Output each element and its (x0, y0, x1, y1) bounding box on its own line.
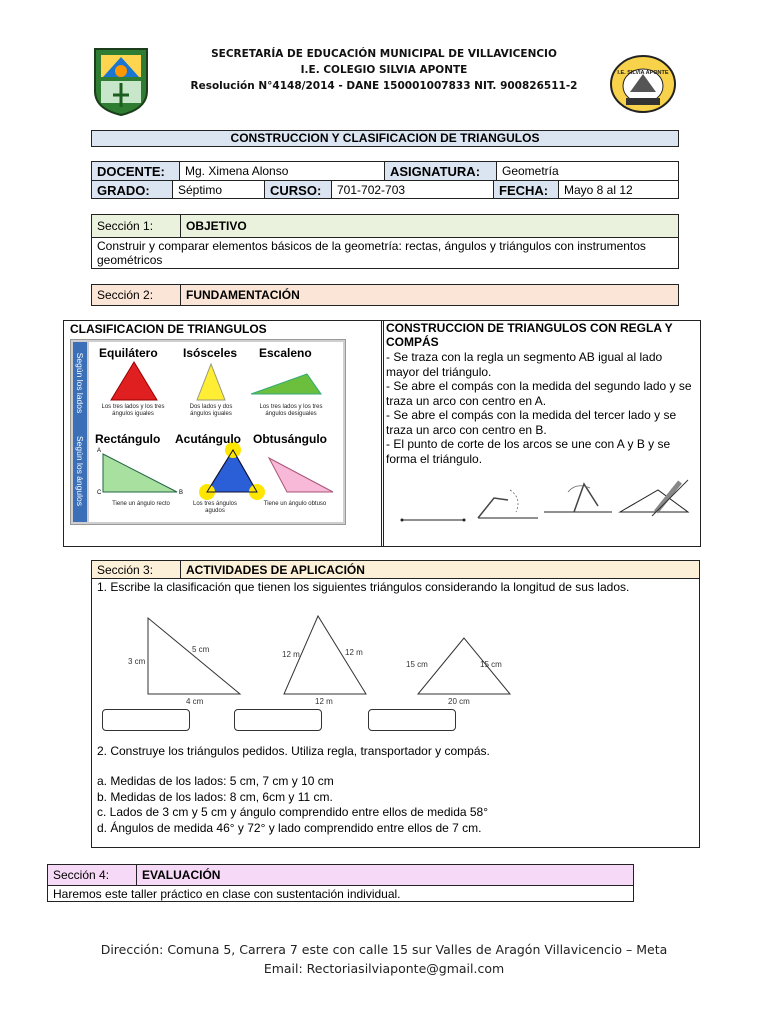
section4-title: EVALUACIÓN (136, 864, 634, 886)
section1-text: Construir y comparar elementos básicos de la geometría: rectas, ángulos y triángulos con instrumentos geométricos (91, 237, 679, 269)
rectangulo-triangle (103, 454, 177, 492)
label-escaleno: Escaleno (259, 346, 312, 360)
grado-label: GRADO: (91, 180, 173, 199)
header-line-2: I.E. COLEGIO SILVIA APONTE (300, 64, 468, 76)
header-line-1: SECRETARÍA DE EDUCACIÓN MUNICIPAL DE VILLAVICENCIO (211, 48, 557, 60)
section4-label: Sección 4: (47, 864, 137, 886)
desc-escaleno: Los tres lados y los tres ángulos desiguales (259, 404, 323, 417)
section2-label: Sección 2: (91, 284, 181, 306)
label-acutangulo: Acutángulo (175, 432, 241, 446)
construccion-heading: CONSTRUCCION DE TRIANGULOS CON REGLA Y COMPÁS (386, 321, 673, 349)
panel-divider (381, 320, 384, 547)
section1-title: OBJETIVO (180, 214, 679, 238)
obtusangulo-triangle (269, 458, 333, 492)
construction-item: a. Medidas de los lados: 5 cm, 7 cm y 10 cm (97, 774, 334, 788)
construction-diagram (398, 478, 694, 526)
vertex-a: A (97, 448, 102, 454)
construccion-steps (386, 350, 698, 466)
curso-value: 701-702-703 (331, 180, 494, 199)
desc-rectangulo: Tiene un ángulo recto (112, 501, 170, 507)
section4-text: Haremos este taller práctico en clase con sustentación individual. (47, 885, 634, 902)
construccion-step: - El punto de corte de los arcos se une con A y B y se forma el triángulo. (386, 437, 671, 466)
desc-equilatero: Los tres lados y los tres ángulos iguales (101, 404, 165, 417)
page-title: CONSTRUCCION Y CLASIFICACION DE TRIANGULOS (91, 130, 679, 147)
tri3-side-a: 15 cm (406, 660, 428, 669)
tri1-side-b: 5 cm (192, 645, 210, 654)
answer-box-1[interactable] (102, 709, 190, 731)
construction-items (97, 774, 488, 836)
docente-label: DOCENTE: (91, 161, 180, 181)
answer-box-3[interactable] (368, 709, 456, 731)
section3-label: Sección 3: (91, 560, 181, 579)
escaleno-triangle (251, 374, 321, 394)
asignatura-value: Geometría (496, 161, 679, 181)
construccion-step: - Se abre el compás con la medida del tercer lado y se traza un arco con centro en B. (386, 408, 677, 437)
side-label-lados: Según los lados (75, 352, 85, 414)
docente-value: Mg. Ximena Alonso (179, 161, 385, 181)
section1-label: Sección 1: (91, 214, 181, 238)
tri3-side-c: 20 cm (448, 697, 470, 706)
section3-title: ACTIVIDADES DE APLICACIÓN (180, 560, 700, 579)
tri3-side-b: 15 cm (480, 660, 502, 669)
desc-isosceles: Dos lados y dos ángulos iguales (189, 404, 233, 417)
curso-label: CURSO: (264, 180, 332, 199)
answer-box-2[interactable] (234, 709, 322, 731)
construction-item: c. Lados de 3 cm y 5 cm y ángulo comprendido entre ellos de medida 58° (97, 805, 489, 819)
question-1: 1. Escribe la clasificación que tienen los siguientes triángulos considerando la longitud de sus lados. (97, 580, 630, 594)
tri2-side-a: 12 m (282, 650, 300, 659)
desc-acutangulo: Los tres ángulos agudos (192, 501, 238, 514)
right-school-logo (608, 50, 678, 114)
fecha-value: Mayo 8 al 12 (558, 180, 679, 199)
label-rectangulo: Rectángulo (95, 432, 161, 446)
label-obtusangulo: Obtusángulo (253, 432, 327, 446)
clasificacion-heading: CLASIFICACION DE TRIANGULOS (70, 322, 267, 336)
exercise-triangles (120, 612, 520, 708)
vertex-c: C (97, 490, 102, 496)
footer-email: Email: Rectoriasilviaponte@gmail.com (263, 961, 505, 976)
equilatero-triangle (111, 362, 157, 400)
triangle-1 (148, 618, 240, 694)
isosceles-triangle (197, 364, 225, 400)
asignatura-label: ASIGNATURA: (384, 161, 497, 181)
section2-title: FUNDAMENTACIÓN (180, 284, 679, 306)
tri1-side-c: 4 cm (186, 697, 204, 706)
tri2-side-c: 12 m (315, 697, 333, 706)
footer-address: Dirección: Comuna 5, Carrera 7 este con calle 15 sur Valles de Aragón Villavicencio – Meta (100, 942, 668, 957)
label-equilatero: Equilátero (99, 346, 158, 360)
header-line-3: Resolución N°4148/2014 - DANE 150001007833 NIT. 900826511-2 (190, 80, 578, 92)
question-2: 2. Construye los triángulos pedidos. Utiliza regla, transportador y compás. (97, 744, 490, 758)
construccion-step: - Se abre el compás con la medida del segundo lado y se traza un arco con centro en A. (386, 379, 692, 408)
desc-obtusangulo: Tiene un ángulo obtuso (263, 501, 327, 507)
fecha-label: FECHA: (493, 180, 559, 199)
construction-item: d. Ángulos de medida 46° y 72° y lado comprendido entre ellos de 7 cm. (97, 820, 482, 835)
vertex-b: B (179, 490, 184, 496)
construccion-step: - Se traza con la regla un segmento AB igual al lado mayor del triángulo. (386, 350, 663, 379)
grado-value: Séptimo (172, 180, 265, 199)
side-label-angulos: Según los ángulos (75, 436, 85, 506)
tri1-side-a: 3 cm (128, 657, 146, 666)
right-logo-text: I.E. SILVIA APONTE (617, 70, 669, 76)
tri2-side-b: 12 m (345, 648, 363, 657)
label-isosceles: Isósceles (183, 346, 238, 360)
clasificacion-image (70, 339, 346, 525)
construction-item: b. Medidas de los lados: 8 cm, 6cm y 11 cm. (97, 789, 333, 804)
